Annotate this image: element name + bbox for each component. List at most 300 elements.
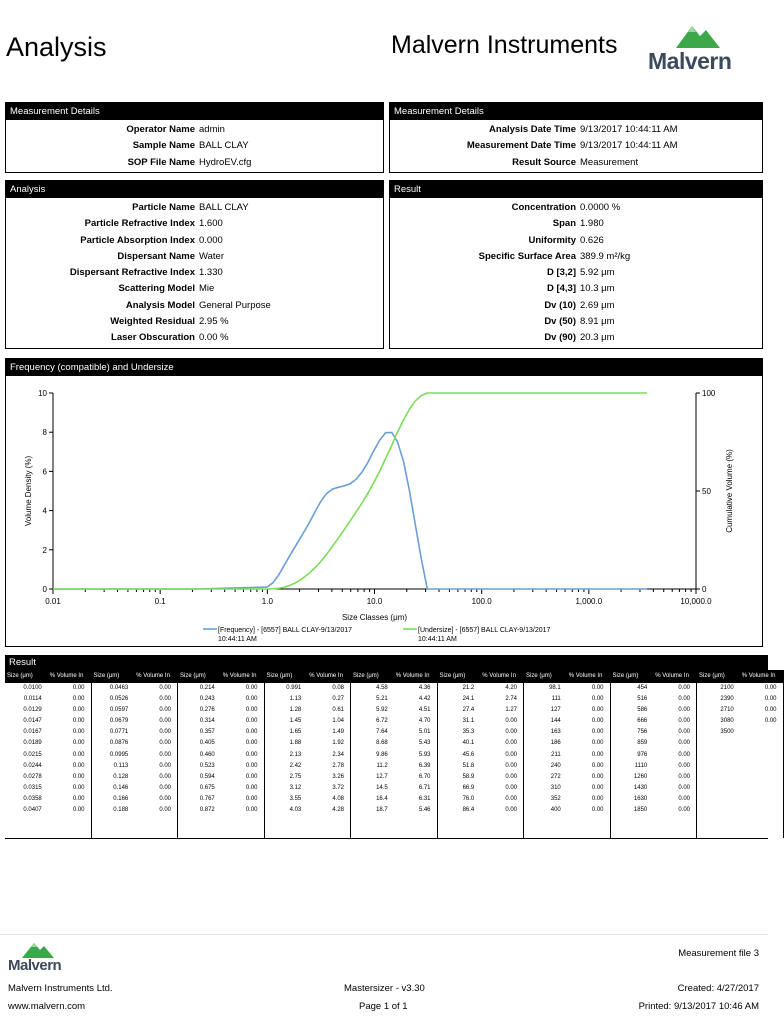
y-tick-label: 2: [42, 545, 47, 555]
table-row: [92, 694, 178, 705]
volume-cell: 0.00: [591, 707, 604, 714]
table-row: [697, 727, 783, 738]
volume-cell: 0.00: [505, 729, 517, 736]
size-cell: 0.0147: [23, 718, 42, 725]
table-row: [265, 761, 351, 772]
table-row: [5, 694, 91, 705]
size-cell: 0.675: [199, 784, 215, 791]
size-cell: 45.6: [462, 751, 475, 758]
volume-cell: 2.78: [332, 762, 344, 769]
detail-key: Particle Absorption Index: [80, 234, 195, 246]
volume-cell: 0.00: [678, 807, 690, 814]
table-row: [524, 783, 610, 794]
detail-key: Dv (90): [544, 332, 576, 344]
size-cell: 400: [550, 807, 561, 814]
table-row: [524, 772, 610, 783]
volume-cell: 5.43: [418, 740, 431, 747]
detail-value: 2.69 μm: [580, 299, 615, 311]
volume-cell: 0.00: [764, 707, 777, 714]
size-header: Size (μm): [7, 673, 33, 679]
size-cell: 1260: [633, 773, 648, 780]
result-column-header: [265, 670, 351, 683]
size-cell: 0.872: [199, 807, 215, 814]
table-row: [524, 683, 610, 694]
detail-key: Scattering Model: [118, 283, 195, 295]
volume-cell: 6.71: [418, 784, 431, 791]
table-row: [611, 794, 697, 805]
size-cell: 11.2: [376, 762, 388, 769]
size-cell: 21.2: [462, 685, 475, 691]
table-row: [524, 716, 610, 727]
table-row: [697, 716, 783, 727]
detail-row: [390, 298, 762, 314]
table-row: [524, 738, 610, 749]
size-cell: 976: [637, 751, 648, 758]
detail-row: [390, 249, 762, 265]
volume-cell: 0.00: [72, 718, 85, 725]
result-summary-panel: [389, 180, 763, 349]
volume-cell: 0.00: [159, 685, 171, 691]
table-row: [5, 716, 91, 727]
size-cell: 0.0995: [109, 751, 129, 758]
volume-cell: 0.00: [72, 729, 85, 736]
volume-cell: 0.00: [678, 773, 690, 780]
table-row: [611, 705, 697, 716]
volume-cell: 0.00: [678, 718, 690, 725]
volume-header: % Volume In: [222, 673, 257, 679]
detail-key: SOP File Name: [127, 156, 195, 168]
table-row: [92, 794, 178, 805]
volume-cell: 0.00: [245, 807, 258, 814]
table-row: [438, 783, 524, 794]
size-cell: 9.86: [376, 751, 388, 758]
x-tick-label: 1.0: [261, 597, 273, 606]
company-name: Malvern Instruments: [391, 31, 618, 59]
table-row: [351, 738, 437, 749]
volume-cell: 0.00: [72, 762, 85, 769]
table-row: [178, 783, 264, 794]
size-cell: 240: [550, 762, 561, 769]
size-cell: 5.21: [376, 696, 388, 703]
size-cell: 163: [550, 729, 561, 736]
volume-cell: 0.00: [505, 773, 517, 780]
x-tick-label: 10.0: [366, 597, 383, 606]
size-cell: 0.0407: [23, 807, 42, 814]
size-cell: 0.767: [199, 795, 215, 802]
table-row: [611, 750, 697, 761]
y-tick-label: 4: [42, 506, 47, 516]
table-row: [438, 716, 524, 727]
size-cell: 1.65: [289, 729, 302, 736]
size-cell: 0.0114: [23, 696, 42, 703]
table-row: [438, 694, 524, 705]
detail-value: General Purpose: [199, 299, 271, 311]
result-column-header: [438, 670, 524, 683]
y2-tick-label: 50: [702, 487, 711, 496]
table-row: [265, 772, 351, 783]
size-cell: 1110: [634, 762, 648, 769]
table-row: [524, 705, 610, 716]
detail-value: 1.980: [580, 218, 604, 230]
x-tick-label: 10,000.0: [680, 597, 712, 606]
size-cell: 1430: [633, 784, 648, 791]
table-row: [351, 805, 437, 816]
detail-value: 9/13/2017 10:44:11 AM: [580, 140, 678, 152]
volume-header: % Volume In: [136, 673, 170, 679]
size-cell: 186: [550, 740, 561, 747]
volume-cell: 6.39: [418, 762, 431, 769]
size-cell: 12.7: [376, 773, 388, 780]
footer-printed-date: Printed: 9/13/2017 10:46 AM: [638, 1001, 759, 1012]
page-title: Analysis: [6, 32, 107, 62]
table-row: [92, 805, 178, 816]
table-row: [697, 694, 783, 705]
table-row: [265, 716, 351, 727]
size-cell: 0.243: [199, 696, 215, 703]
size-cell: 24.1: [462, 696, 475, 703]
volume-cell: [740, 727, 783, 738]
size-cell: 1.45: [289, 718, 302, 725]
legend-label: [Undersize] - [6557] BALL CLAY-9/13/2017: [418, 627, 551, 634]
detail-value: 9/13/2017 10:44:11 AM: [580, 124, 678, 135]
table-row: [178, 716, 264, 727]
detail-key: Concentration: [511, 202, 576, 213]
volume-cell: 0.00: [764, 685, 777, 691]
size-cell: 51.8: [462, 762, 475, 769]
volume-cell: 0.00: [245, 773, 258, 780]
volume-cell: 0.00: [591, 795, 604, 802]
result-column: [697, 670, 784, 838]
detail-key: Span: [552, 218, 576, 230]
analysis-panel: [5, 180, 384, 349]
volume-cell: 4.28: [332, 807, 344, 814]
table-row: [351, 783, 437, 794]
malvern-logo: [646, 22, 756, 78]
table-row: [92, 761, 178, 772]
detail-row: [390, 122, 762, 138]
table-row: [178, 794, 264, 805]
size-cell: 0.594: [199, 773, 215, 780]
result-column-header: [178, 670, 264, 683]
volume-cell: 0.00: [591, 762, 604, 769]
table-row: [92, 772, 178, 783]
footer-website[interactable]: www.malvern.com: [8, 1001, 86, 1012]
volume-cell: 5.46: [418, 807, 431, 814]
size-cell: 7.64: [376, 729, 388, 736]
size-cell: 86.4: [462, 807, 475, 814]
volume-cell: 0.00: [72, 707, 85, 714]
result-column: [351, 670, 438, 838]
size-cell: 0.146: [113, 784, 129, 791]
volume-cell: 3.72: [332, 784, 344, 791]
volume-header: % Volume In: [395, 673, 430, 679]
table-row: [611, 783, 697, 794]
size-header: Size (μm): [439, 673, 466, 679]
volume-cell: 1.27: [505, 707, 517, 714]
size-cell: 5.92: [376, 707, 388, 714]
size-cell: 0.0215: [23, 751, 42, 758]
size-cell: 0.314: [199, 718, 215, 725]
volume-cell: 0.08: [332, 685, 344, 691]
detail-value: 1.330: [199, 267, 223, 279]
detail-key: D [4,3]: [546, 283, 576, 295]
volume-header: % Volume In: [741, 673, 776, 679]
size-cell: 76.0: [462, 795, 475, 802]
detail-value: 2.95 %: [199, 316, 229, 328]
detail-value: 20.3 μm: [580, 332, 615, 344]
volume-cell: 0.00: [72, 807, 85, 814]
table-row: [5, 783, 91, 794]
result-column: [524, 670, 611, 838]
table-row: [178, 727, 264, 738]
volume-cell: 0.00: [72, 740, 85, 747]
chart-panel: [5, 358, 763, 647]
volume-cell: 0.00: [72, 696, 85, 703]
size-cell: 1.88: [289, 740, 302, 747]
size-cell: 0.0278: [23, 773, 42, 780]
table-row: [611, 805, 697, 816]
volume-cell: 0.00: [159, 773, 171, 780]
detail-value: Measurement: [580, 156, 639, 168]
volume-cell: 0.00: [159, 718, 171, 725]
frequency-series-line: [53, 433, 647, 590]
table-row: [265, 727, 351, 738]
size-cell: 0.188: [113, 807, 129, 814]
detail-key: Uniformity: [528, 234, 576, 246]
result-column-header: [611, 670, 697, 683]
volume-cell: 0.00: [159, 784, 171, 791]
size-cell: 127: [550, 707, 561, 714]
detail-value: BALL CLAY: [199, 140, 249, 152]
volume-cell: 4.08: [332, 795, 344, 802]
panel-title: Result: [390, 181, 762, 198]
volume-cell: 4.51: [418, 707, 431, 714]
detail-row: [6, 200, 383, 216]
size-cell: 0.0679: [109, 718, 129, 725]
detail-key: Particle Name: [132, 202, 195, 213]
table-row: [697, 683, 783, 694]
volume-cell: 0.00: [505, 784, 517, 791]
volume-cell: 0.27: [332, 696, 344, 703]
size-cell: 516: [637, 696, 648, 703]
table-row: [611, 738, 697, 749]
size-cell: 2.13: [289, 751, 302, 758]
table-row: [178, 761, 264, 772]
volume-cell: 0.00: [678, 685, 690, 691]
size-cell: 0.0597: [109, 707, 129, 714]
result-column: [5, 670, 92, 838]
size-cell: 454: [637, 685, 648, 691]
volume-cell: 0.00: [505, 740, 517, 747]
result-table: [5, 670, 784, 838]
volume-cell: 0.00: [678, 795, 690, 802]
table-row: [178, 694, 264, 705]
footer-software-version: Mastersizer - v3.30: [344, 983, 425, 994]
detail-value: 5.92 μm: [580, 267, 615, 279]
x-tick-label: 0.01: [45, 597, 61, 606]
detail-row: [6, 265, 383, 281]
table-row: [5, 772, 91, 783]
detail-value: 0.000: [199, 234, 223, 246]
volume-cell: 0.00: [72, 784, 85, 791]
volume-cell: 0.00: [245, 696, 258, 703]
volume-cell: 0.00: [245, 762, 258, 769]
detail-key: Dispersant Refractive Index: [69, 267, 195, 279]
table-row: [5, 761, 91, 772]
volume-cell: 0.00: [159, 807, 171, 814]
size-header: Size (μm): [353, 673, 379, 679]
result-column-header: [351, 670, 437, 683]
size-cell: 2.42: [289, 762, 302, 769]
detail-value: 0.00 %: [199, 332, 229, 344]
volume-header: % Volume In: [309, 673, 343, 679]
size-cell: 0.0771: [109, 729, 129, 736]
table-row: [351, 750, 437, 761]
detail-value: 8.91 μm: [580, 316, 615, 328]
size-header: Size (μm): [93, 673, 120, 679]
table-row: [438, 683, 524, 694]
table-row: [265, 794, 351, 805]
volume-cell: 6.31: [418, 795, 431, 802]
table-row: [178, 750, 264, 761]
volume-cell: 0.00: [764, 718, 777, 725]
size-cell: 586: [637, 707, 648, 714]
table-row: [92, 716, 178, 727]
detail-value: HydroEV.cfg: [199, 156, 252, 168]
table-row: [524, 805, 610, 816]
size-cell: 14.5: [376, 784, 388, 791]
table-row: [92, 683, 178, 694]
detail-row: [390, 200, 762, 216]
detail-row: [6, 155, 383, 171]
table-row: [611, 683, 697, 694]
size-cell: 58.9: [462, 773, 475, 780]
volume-cell: 0.00: [678, 729, 690, 736]
volume-cell: 0.00: [591, 784, 604, 791]
table-row: [265, 738, 351, 749]
volume-cell: 0.00: [678, 784, 690, 791]
volume-cell: 0.00: [591, 807, 604, 814]
logo-mountains-icon: [646, 22, 756, 50]
size-cell: 211: [551, 751, 561, 758]
y2-axis-label: Cumulative Volume (%): [725, 449, 734, 533]
size-cell: 272: [550, 773, 561, 780]
table-row: [5, 805, 91, 816]
size-cell: 35.3: [462, 729, 475, 736]
measurement-details-panel-right: [389, 102, 763, 173]
size-header: Size (μm): [526, 673, 552, 679]
table-row: [351, 683, 437, 694]
footer-logo-text: Malvern: [8, 957, 62, 974]
table-row: [524, 761, 610, 772]
volume-cell: 0.00: [591, 685, 604, 691]
size-cell: 0.0876: [109, 740, 129, 747]
volume-header: % Volume In: [482, 673, 516, 679]
table-row: [438, 805, 524, 816]
volume-cell: 0.00: [245, 751, 258, 758]
table-row: [5, 794, 91, 805]
table-row: [265, 705, 351, 716]
size-cell: 2390: [720, 696, 734, 703]
result-column: [178, 670, 265, 838]
detail-value: 1.600: [199, 218, 223, 230]
x-tick-label: 100.0: [471, 597, 492, 606]
undersize-series-line: [53, 393, 647, 589]
volume-cell: 0.00: [245, 784, 258, 791]
y-axis-label: Volume Density (%): [24, 455, 33, 527]
table-row: [438, 772, 524, 783]
volume-cell: 0.00: [245, 729, 258, 736]
frequency-undersize-chart: [6, 377, 762, 645]
measurement-details-panel-left: [5, 102, 384, 173]
size-cell: 666: [637, 718, 648, 725]
size-cell: 3500: [720, 729, 734, 736]
result-column: [438, 670, 525, 838]
size-cell: 0.0315: [23, 784, 42, 791]
size-cell: 1630: [633, 795, 648, 802]
size-header: Size (μm): [699, 673, 725, 679]
legend-label-time: 10:44:11 AM: [218, 636, 257, 643]
volume-cell: 0.00: [591, 773, 604, 780]
detail-row: [6, 249, 383, 265]
volume-cell: 0.00: [678, 762, 690, 769]
size-cell: 2100: [720, 685, 734, 691]
result-table-title: Result: [5, 655, 768, 670]
size-cell: 3.12: [289, 784, 302, 791]
table-row: [178, 805, 264, 816]
x-tick-label: 0.1: [154, 597, 166, 606]
volume-cell: 0.00: [245, 795, 258, 802]
footer-file-name: Measurement file 3: [678, 948, 759, 959]
volume-cell: 5.01: [418, 729, 431, 736]
table-row: [92, 705, 178, 716]
legend-label-time: 10:44:11 AM: [418, 636, 457, 643]
table-row: [92, 727, 178, 738]
size-cell: 1.13: [289, 696, 302, 703]
chart-panel-title: Frequency (compatible) and Undersize: [6, 359, 762, 376]
table-row: [178, 683, 264, 694]
size-cell: 18.7: [376, 807, 388, 814]
volume-cell: 3.26: [332, 773, 344, 780]
size-cell: 0.357: [199, 729, 215, 736]
y-tick-label: 8: [42, 428, 47, 438]
size-cell: 310: [550, 784, 561, 791]
table-row: [697, 705, 783, 716]
table-row: [351, 727, 437, 738]
volume-cell: 2.74: [505, 696, 517, 703]
volume-cell: 0.00: [591, 729, 604, 736]
table-row: [351, 694, 437, 705]
table-row: [265, 750, 351, 761]
result-column: [265, 670, 352, 838]
size-cell: 756: [637, 729, 648, 736]
volume-cell: 6.70: [418, 773, 431, 780]
size-cell: 0.0358: [23, 795, 42, 802]
detail-value: 389.9 m²/kg: [580, 250, 631, 262]
table-row: [438, 738, 524, 749]
size-cell: 1850: [633, 807, 648, 814]
volume-cell: 0.61: [332, 707, 344, 714]
table-row: [351, 794, 437, 805]
detail-value: admin: [199, 124, 225, 135]
panel-title: Measurement Details: [390, 103, 762, 120]
logo-text: Malvern: [648, 48, 732, 74]
size-cell: 40.1: [462, 740, 475, 747]
size-header: Size (μm): [266, 673, 293, 679]
detail-key: Analysis Date Time: [489, 124, 576, 135]
result-table-panel: [5, 655, 777, 839]
detail-key: Measurement Date Time: [466, 140, 576, 152]
